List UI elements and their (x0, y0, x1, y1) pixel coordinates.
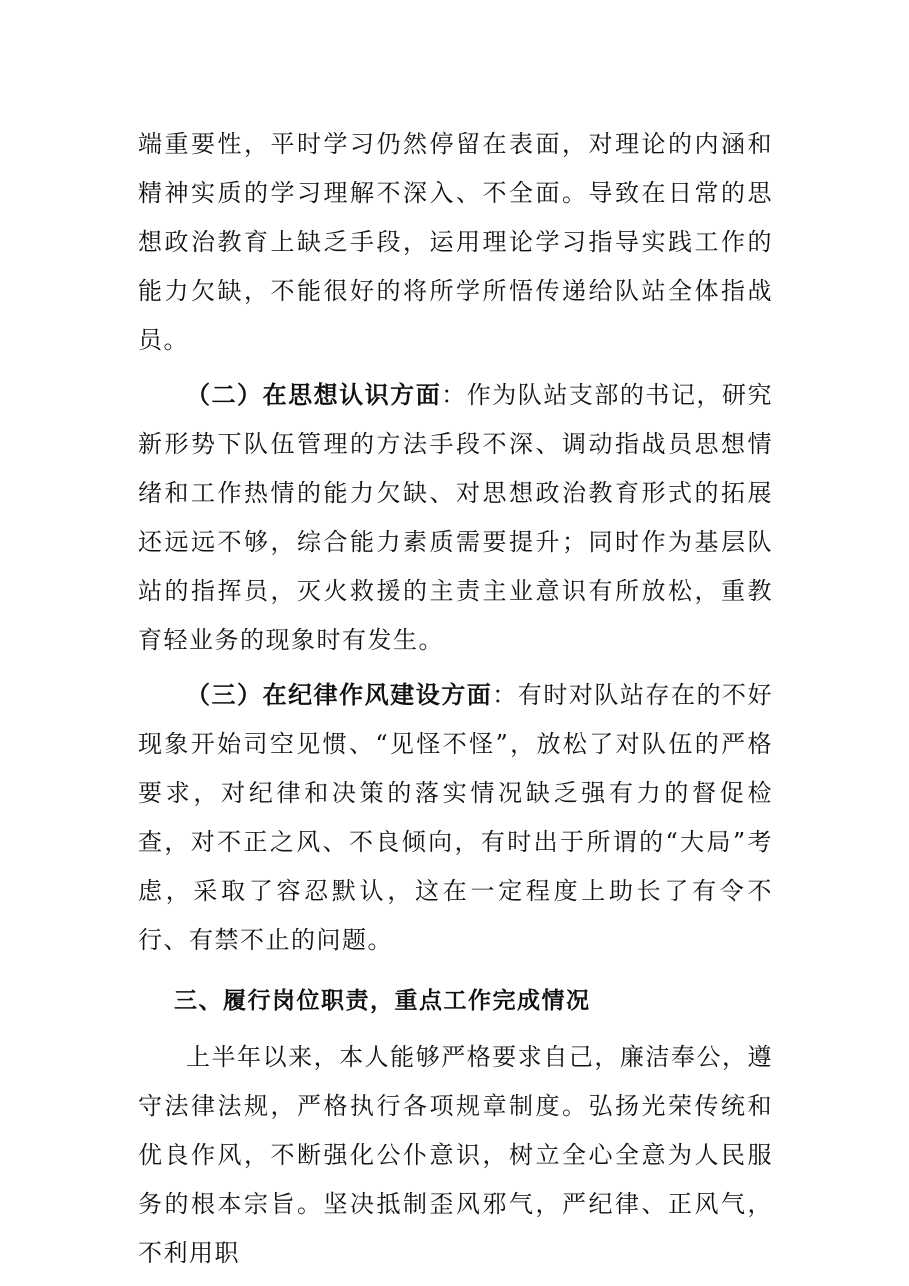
section-heading-thinking: （二）在思想认识方面 (186, 381, 442, 409)
document-page (138, 120, 773, 1278)
paragraph-discipline (138, 671, 773, 965)
section-body-discipline: ：有时对队站存在的不好现象开始司空见惯、“见怪不怪”，放松了对队伍的严格要求，对纪律和决策的落实情况缺乏强有力的督促检查，对不正之风、不良倾向，有时出于所谓的“大局”考虑，采取了容忍默认，这在一定程度上助长了有令不行、有禁不止的问题。 (138, 681, 774, 954)
section-heading-discipline: （三）在纪律作风建设方面 (186, 681, 493, 709)
paragraph-duties: 上半年以来，本人能够严格要求自己，廉洁奉公，遵守法律法规，严格执行各项规章制度。弘扬光荣传统和优良作风，不断强化公仆意识，树立全心全意为人民服务的根本宗旨。坚决抵制歪风邪气，严纪律、正风气，不利用职 (138, 1043, 773, 1267)
section-body-thinking: ：作为队站支部的书记，研究新形势下队伍管理的方法手段不深、调动指战员思想情绪和工作热情的能力欠缺、对思想政治教育形式的拓展还远远不够，综合能力素质需要提升；同时作为基层队站的指挥员，灭火救援的主责主业意识有所放松，重教育轻业务的现象时有发生。 (138, 381, 774, 654)
chapter-title: 三、履行岗位职责，重点工作完成情况 (174, 988, 591, 1014)
paragraph-thinking (138, 371, 773, 665)
paragraph-continued: 端重要性，平时学习仍然停留在表面，对理论的内涵和精神实质的学习理解不深入、不全面。导致在日常的思想政治教育上缺乏手段，运用理论学习指导实践工作的能力欠缺，不能很好的将所学所悟传递给队站全体指战员。 (138, 130, 773, 354)
